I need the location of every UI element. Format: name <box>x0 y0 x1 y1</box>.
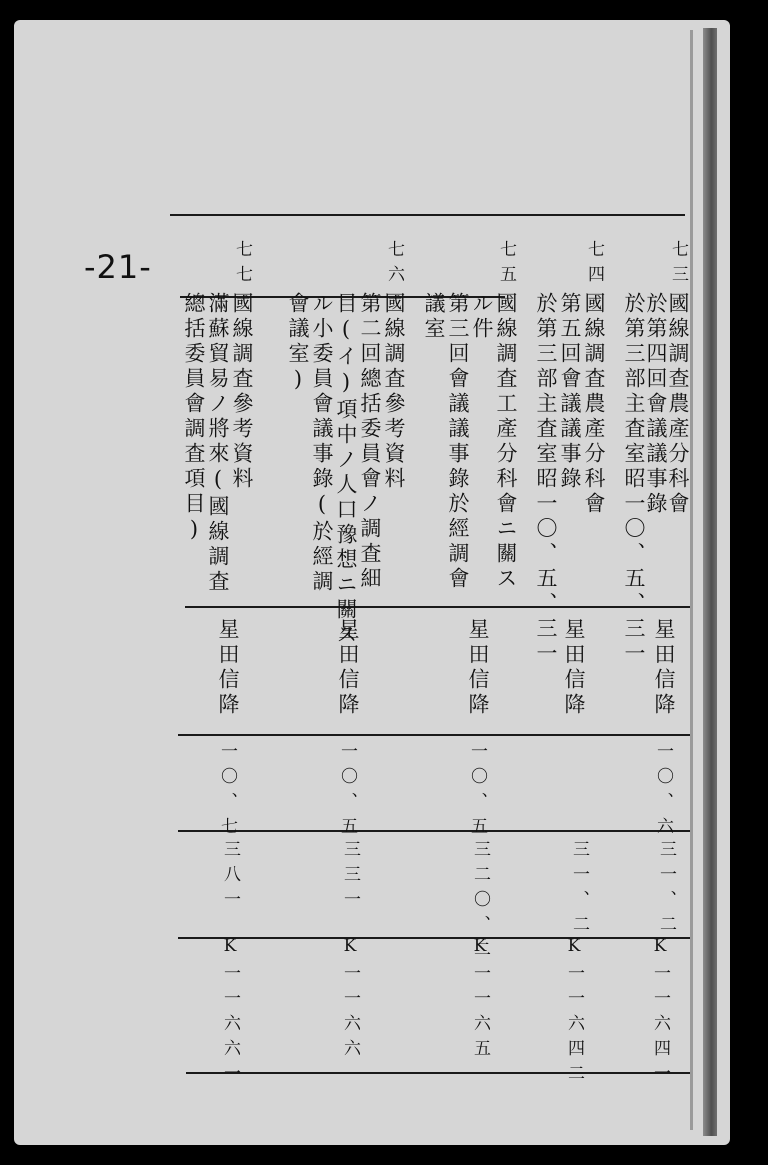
entry-title-line: 國線調査工產分科會ニ關ス <box>494 292 518 592</box>
entry-title-line: 國線調査農產分科會 <box>582 292 606 517</box>
title-column-rule <box>185 606 690 608</box>
entry-title-line: 於第四回會議議事錄 <box>644 292 668 517</box>
entry-number: 七六 <box>384 240 404 290</box>
entry-title-line: 國線調査參考資料 <box>230 292 254 492</box>
pages-column-rule <box>178 937 690 939</box>
entry-title-line: 第五回會議議事錄 <box>558 292 582 492</box>
entry-pages: 三八一 <box>220 840 240 915</box>
entry-title-line: 目(イ)項中ノ人口豫想ニ關ス <box>334 292 358 648</box>
entry-title-line: 總括委員會調査項目) <box>182 292 206 545</box>
entry-code: K一一六五 <box>470 936 490 1064</box>
entry-author: 星田信降 <box>466 618 490 718</box>
entry-author: 星田信降 <box>652 618 676 718</box>
entry-number: 七四 <box>584 240 604 290</box>
entry-date: 一〇、七 <box>217 742 237 842</box>
entry-title-line: 國線調查農產分科會 <box>666 292 690 517</box>
entry-author: 星田信降 <box>562 618 586 718</box>
entry-title-line: ル小委員會議事錄(於經調 <box>310 292 334 595</box>
entry-date: 一〇、五 <box>337 742 357 842</box>
entry-title-line: ル件 <box>470 292 494 342</box>
binding-spine <box>703 28 717 1136</box>
table-bottom-rule <box>186 1072 690 1074</box>
entry-pages: 三三一 <box>340 840 360 915</box>
table-top-rule <box>170 214 685 216</box>
entry-title-line: 第三回會議議事錄於經調會 <box>446 292 470 592</box>
entry-number: 七三 <box>668 240 688 290</box>
entry-title-line: 於第三部主査室昭一〇、五、三一 <box>534 292 558 667</box>
entry-title-line: 於第三部主査室昭一〇、五、三一 <box>622 292 646 667</box>
entry-title-line: 議室 <box>422 292 446 342</box>
entry-code: K一一六四二 <box>564 936 584 1089</box>
date-column-rule <box>178 830 690 832</box>
entry-code: K一一六六 <box>340 936 360 1064</box>
author-column-rule <box>178 734 690 736</box>
entry-title-line: 國線調査參考資料 <box>382 292 406 492</box>
entry-author: 星田信降 <box>336 618 360 718</box>
entry-number: 七五 <box>496 240 516 290</box>
entry-pages: 三二〇、二 <box>470 840 490 965</box>
entry-date: 一〇、五 <box>467 742 487 842</box>
entry-title-line: 會議室) <box>286 292 310 395</box>
entry-code: K一一六四一 <box>650 936 670 1089</box>
page-edge <box>690 30 693 1130</box>
entry-title-line: 滿蘇貿易ノ將來(國線調査 <box>206 292 230 595</box>
entry-title-line: 第二回總括委員會ノ調査細 <box>358 292 382 592</box>
entry-author: 星田信降 <box>216 618 240 718</box>
entry-pages: 三一、二 <box>569 840 589 940</box>
page-number: -21- <box>84 248 152 286</box>
entry-number: 七七 <box>232 240 252 290</box>
entry-date: 一〇、六 <box>653 742 673 842</box>
entry-pages: 三一、二 <box>656 840 676 940</box>
entry-code: K一一六六一 <box>220 936 240 1089</box>
